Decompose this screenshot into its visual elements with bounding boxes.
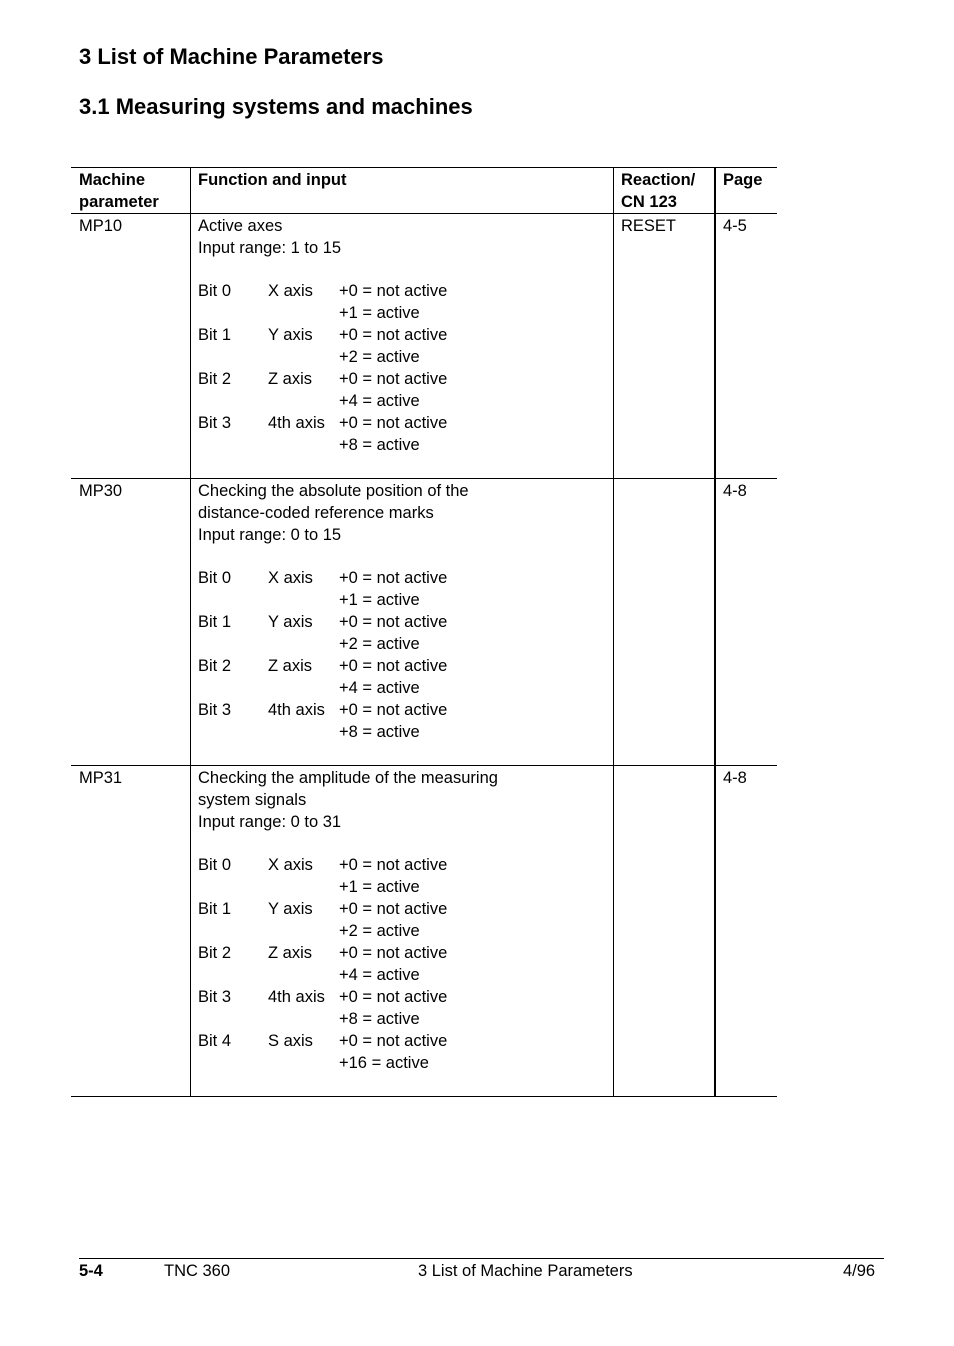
bit-label: Bit 3 — [198, 414, 232, 432]
bit-line — [198, 633, 621, 655]
header-machine-parameter: Machine parameter — [79, 171, 159, 211]
axis-label: 4th axis — [268, 988, 325, 1006]
bit-label: Bit 4 — [198, 1032, 232, 1050]
bit-on-value: +4 = active — [339, 966, 420, 984]
bit-on-value: +16 = active — [339, 1054, 429, 1072]
bit-on-value: +4 = active — [339, 679, 420, 697]
axis-label: Z axis — [268, 370, 313, 388]
bit-on-value: +1 = active — [339, 304, 420, 322]
axis-label: Y axis — [268, 326, 313, 344]
bit-line — [198, 876, 621, 898]
bit-line — [198, 942, 621, 964]
header-page: Page — [714, 168, 786, 213]
bit-on-value: +2 = active — [339, 348, 420, 366]
bit-off-value: +0 = not active — [339, 569, 448, 587]
bit-on-value: +2 = active — [339, 635, 420, 653]
bit-line — [198, 1030, 621, 1052]
bit-line — [198, 1008, 621, 1030]
bit-line — [198, 920, 621, 942]
axis-label: Z axis — [268, 944, 313, 962]
param-id: MP30 — [79, 482, 123, 500]
bit-line — [198, 964, 621, 986]
axis-label: Y axis — [268, 900, 313, 918]
footer-page-number: 5-4 — [79, 1262, 103, 1280]
function-description: Active axes — [198, 217, 283, 235]
axis-label: 4th axis — [268, 414, 325, 432]
reaction-cell — [613, 214, 721, 478]
table-row — [71, 213, 777, 478]
function-description: system signals — [198, 791, 307, 809]
page-cell — [714, 214, 786, 478]
bit-line — [198, 854, 621, 876]
function-description: Checking the absolute position of the — [198, 482, 469, 500]
bit-line — [198, 368, 621, 390]
axis-label: S axis — [268, 1032, 313, 1050]
spacer — [198, 833, 621, 854]
reaction-value — [621, 767, 721, 789]
param-id: MP31 — [79, 769, 123, 787]
param-cell — [79, 766, 189, 1096]
page-cell — [714, 766, 786, 1096]
bit-line — [198, 324, 621, 346]
header-reaction: Reaction/ CN 123 — [613, 168, 721, 213]
bit-off-value: +0 = not active — [339, 856, 448, 874]
bit-off-value: +0 = not active — [339, 944, 448, 962]
page-cell — [714, 479, 786, 765]
bit-label: Bit 0 — [198, 569, 232, 587]
bit-label: Bit 1 — [198, 326, 232, 344]
footer-chapter: 3 List of Machine Parameters — [418, 1262, 633, 1280]
bit-line — [198, 346, 621, 368]
bit-line — [198, 611, 621, 633]
function-cell — [190, 479, 621, 765]
bit-label: Bit 1 — [198, 613, 232, 631]
page-reference: 4-8 — [723, 769, 747, 787]
bit-on-value: +8 = active — [339, 436, 420, 454]
function-description: Input range: 0 to 31 — [198, 813, 342, 831]
bit-on-value: +2 = active — [339, 922, 420, 940]
bit-off-value: +0 = not active — [339, 282, 448, 300]
axis-label: X axis — [268, 856, 313, 874]
spacer — [198, 546, 621, 567]
chapter-title: 3 List of Machine Parameters — [79, 44, 384, 69]
axis-label: X axis — [268, 282, 313, 300]
function-cell — [190, 214, 621, 478]
bit-on-value: +1 = active — [339, 878, 420, 896]
axis-label: 4th axis — [268, 701, 325, 719]
function-cell — [190, 766, 621, 1096]
bit-line — [198, 280, 621, 302]
table-row — [71, 765, 777, 1097]
bit-label: Bit 3 — [198, 988, 232, 1006]
function-description: distance-coded reference marks — [198, 504, 434, 522]
reaction-value: RESET — [621, 217, 677, 235]
bit-line — [198, 655, 621, 677]
axis-label: Y axis — [268, 613, 313, 631]
bit-off-value: +0 = not active — [339, 1032, 448, 1050]
param-cell — [79, 479, 189, 765]
bit-line — [198, 721, 621, 743]
bit-line — [198, 589, 621, 611]
bit-label: Bit 2 — [198, 944, 232, 962]
reaction-cell — [613, 766, 721, 1096]
bit-off-value: +0 = not active — [339, 370, 448, 388]
bit-line — [198, 412, 621, 434]
parameter-table — [71, 167, 777, 1097]
axis-label: X axis — [268, 569, 313, 587]
footer-date: 4/96 — [843, 1262, 876, 1280]
function-description: Input range: 0 to 15 — [198, 526, 342, 544]
bit-off-value: +0 = not active — [339, 414, 448, 432]
bit-off-value: +0 = not active — [339, 613, 448, 631]
bit-label: Bit 0 — [198, 856, 232, 874]
bit-off-value: +0 = not active — [339, 326, 448, 344]
section-title: 3.1 Measuring systems and machines — [79, 94, 473, 119]
reaction-cell — [613, 479, 721, 765]
table-header-row — [71, 167, 777, 213]
bit-label: Bit 3 — [198, 701, 232, 719]
bit-off-value: +0 = not active — [339, 988, 448, 1006]
bit-on-value: +4 = active — [339, 392, 420, 410]
bit-line — [198, 434, 621, 456]
footer-rule — [79, 1258, 884, 1259]
bit-on-value: +8 = active — [339, 1010, 420, 1028]
bit-label: Bit 2 — [198, 370, 232, 388]
bit-off-value: +0 = not active — [339, 900, 448, 918]
spacer — [198, 259, 621, 280]
footer-model: TNC 360 — [164, 1262, 231, 1280]
reaction-value — [621, 480, 721, 502]
bit-line — [198, 390, 621, 412]
bit-line — [198, 302, 621, 324]
function-description: Checking the amplitude of the measuring — [198, 769, 498, 787]
function-description: Input range: 1 to 15 — [198, 239, 342, 257]
bit-line — [198, 1052, 621, 1074]
page-reference: 4-8 — [723, 482, 747, 500]
bit-on-value: +1 = active — [339, 591, 420, 609]
bit-label: Bit 0 — [198, 282, 232, 300]
page-reference: 4-5 — [723, 217, 747, 235]
table-row — [71, 478, 777, 765]
bit-label: Bit 2 — [198, 657, 232, 675]
bit-line — [198, 677, 621, 699]
bit-line — [198, 567, 621, 589]
param-cell — [79, 214, 189, 478]
bit-on-value: +8 = active — [339, 723, 420, 741]
header-function: Function and input — [190, 168, 621, 213]
bit-off-value: +0 = not active — [339, 657, 448, 675]
bit-line — [198, 699, 621, 721]
bit-line — [198, 898, 621, 920]
axis-label: Z axis — [268, 657, 313, 675]
bit-label: Bit 1 — [198, 900, 232, 918]
bit-line — [198, 986, 621, 1008]
bit-off-value: +0 = not active — [339, 701, 448, 719]
param-id: MP10 — [79, 217, 123, 235]
